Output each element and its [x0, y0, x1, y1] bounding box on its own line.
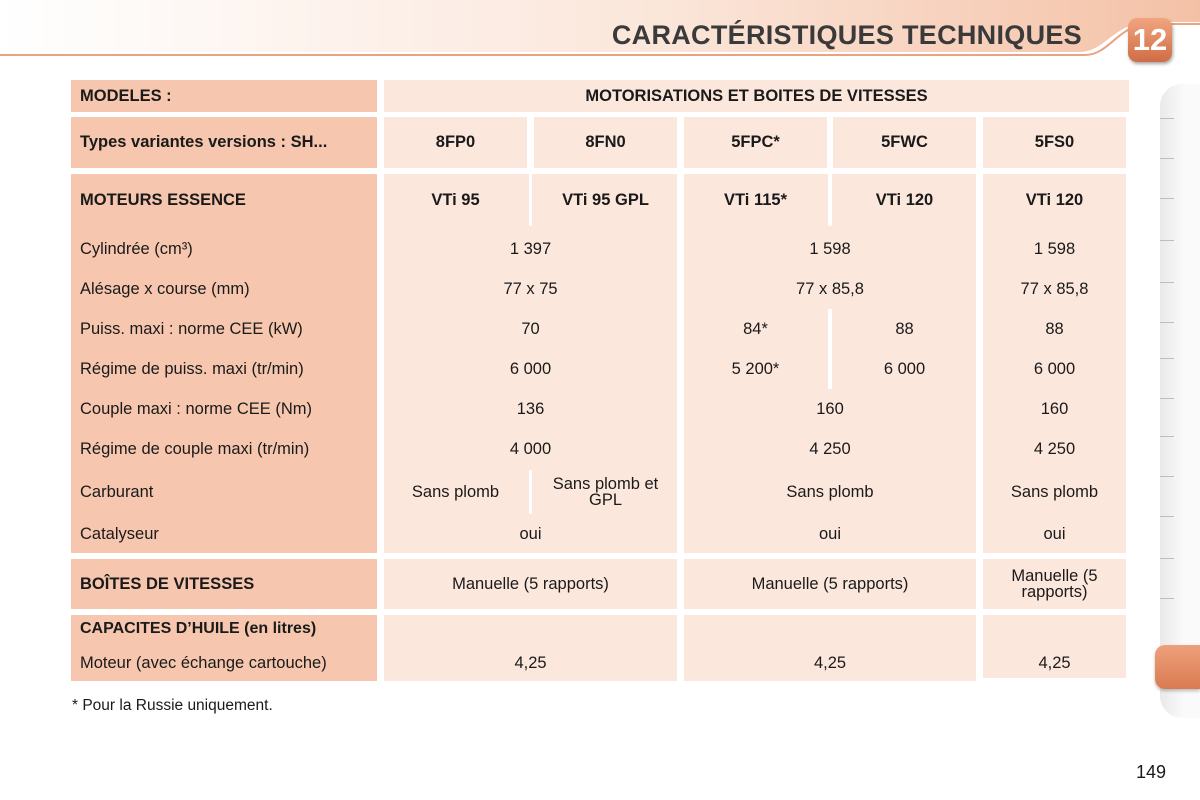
tab-divider: [1160, 358, 1174, 359]
cylindree-label-text: Cylindrée (cm³): [80, 239, 193, 258]
engine-name: VTi 115*: [724, 190, 787, 209]
value-cell: Sans plomb: [1010, 482, 1099, 501]
column-divider: [828, 309, 832, 389]
footnote: * Pour la Russie uniquement.: [72, 697, 273, 714]
value-cell: Sans plomb: [411, 482, 500, 501]
value-cell: oui: [818, 524, 842, 543]
motorisations-header: MOTORISATIONS ET BOITES DE VITESSES: [384, 80, 1129, 112]
tab-divider: [1160, 476, 1174, 477]
tab-divider: [1160, 598, 1174, 599]
page-title: CARACTÉRISTIQUES TECHNIQUES: [611, 20, 1082, 50]
value-cell: 4 250: [1033, 439, 1076, 458]
value-cell: 6 000: [509, 359, 552, 378]
value-cell: Manuelle (5 rapports): [384, 559, 677, 609]
value-cell: 6 000: [883, 359, 926, 378]
modeles-label: MODELES :: [71, 80, 377, 112]
type-cell: 5FPC*: [684, 117, 827, 168]
tab-divider: [1160, 118, 1174, 119]
engine-name: VTi 120: [875, 190, 934, 209]
carburant-label: Carburant: [80, 482, 154, 501]
value-cell: 4,25: [514, 653, 547, 672]
chapter-tab-active[interactable]: [1155, 645, 1200, 689]
moteur-huile-label: Moteur (avec échange cartouche): [80, 653, 327, 672]
type-cell: 8FP0: [384, 117, 527, 168]
tab-divider: [1160, 516, 1174, 517]
couple-label: Couple maxi : norme CEE (Nm): [80, 399, 312, 418]
chapter-badge: 12: [1128, 18, 1172, 62]
value-cell: 1 598: [1033, 239, 1076, 258]
value-cell: 6 000: [1033, 359, 1076, 378]
column-divider: [529, 174, 532, 226]
value-cell: Sans plomb: [786, 482, 874, 501]
column-divider: [828, 174, 832, 226]
value-cell: 4 000: [509, 439, 552, 458]
value-cell: 160: [1040, 399, 1069, 418]
value-cell: 1 397: [509, 239, 552, 258]
value-cell: 88: [1045, 319, 1064, 338]
tab-divider: [1160, 558, 1174, 559]
puissance-label: Puiss. maxi : norme CEE (kW): [80, 319, 303, 338]
engine-name: VTi 95 GPL: [562, 190, 649, 209]
engine-name: VTi 120: [1025, 190, 1084, 209]
regime-puissance-label: Régime de puiss. maxi (tr/min): [80, 359, 304, 378]
alesage-label: Alésage x course (mm): [80, 279, 250, 298]
tab-divider: [1160, 240, 1174, 241]
capacites-label: CAPACITES D’HUILE (en litres): [80, 620, 317, 637]
value-cell: 136: [516, 399, 545, 418]
value-cell: 4,25: [1038, 653, 1071, 672]
regime-couple-label: Régime de couple maxi (tr/min): [80, 439, 310, 458]
tab-divider: [1160, 158, 1174, 159]
catalyseur-label: Catalyseur: [80, 524, 159, 543]
tab-divider: [1160, 198, 1174, 199]
boites-label: BOÎTES DE VITESSES: [71, 559, 377, 609]
value-cell: Sans plomb et GPL: [552, 474, 659, 509]
page-number: 149: [1136, 762, 1167, 782]
value-cell: 4,25: [813, 653, 847, 672]
value-cell: 88: [895, 319, 914, 338]
value-cell: 77 x 75: [503, 279, 558, 298]
value-cell: oui: [519, 524, 542, 543]
value-cell: 5 200*: [731, 359, 780, 378]
engine-name: VTi 95: [431, 190, 480, 209]
tab-divider: [1160, 436, 1174, 437]
type-cell: 5FS0: [983, 117, 1126, 168]
tab-divider: [1160, 282, 1174, 283]
column-divider: [529, 470, 532, 514]
moteurs-essence-label: MOTEURS ESSENCE: [80, 190, 246, 209]
tab-divider: [1160, 322, 1174, 323]
value-cell: Manuelle (5 rapports): [983, 559, 1126, 609]
value-cell: 160: [816, 399, 844, 418]
value-cell: 77 x 85,8: [1020, 279, 1089, 298]
type-cell: 5FWC: [833, 117, 976, 168]
value-cell: Manuelle (5 rapports): [684, 559, 976, 609]
tab-divider: [1160, 398, 1174, 399]
value-cell: 4 250: [809, 439, 851, 458]
value-cell: 1 598: [809, 239, 851, 258]
value-cell: 84*: [743, 319, 768, 338]
chapter-tab-strip: [1160, 84, 1200, 718]
cylindree-label: [80, 232, 370, 266]
value-cell: 70: [521, 319, 540, 338]
value-cell: 77 x 85,8: [796, 279, 864, 298]
type-cell: 8FN0: [534, 117, 677, 168]
types-label: Types variantes versions : SH...: [71, 117, 377, 168]
value-cell: oui: [1043, 524, 1066, 543]
